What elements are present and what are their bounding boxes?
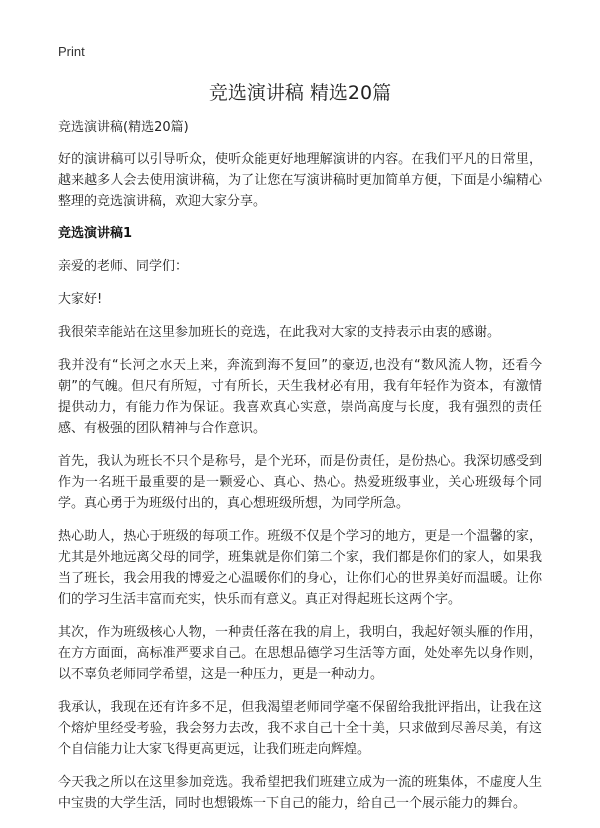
paragraph-goal: 今天我之所以在这里参加竞选。我希望把我们班建立成为一流的班集体，不虚度人生中宝贵的大学生活，同时也想锻炼一下自己的能力，给自己一个展示能力的舞台。	[58, 775, 542, 811]
paragraph-first-point: 首先，我认为班长不只个是称号，是个光环，而是份责任，是份热心。我深切感受到作为一名班干最重要的是一颗爱心、真心、热心。热爱班级事业，关心班级每个同学。真心勇于为班级付出的，真心想班级所想，为同学所急。	[58, 454, 542, 511]
paragraph-shortcomings: 我承认，我现在还有许多不足，但我渴望老师同学毫不保留给我批评指出，让我在这个熔炉里经受考验，我会努力去改，我不求自己十全十美，只求做到尽善尽美，有这个自信能力让大家飞得更高更远，让我们班走向辉煌。	[58, 700, 542, 757]
paragraph-helpfulness: 热心助人，热心于班级的每项工作。班级不仅是个学习的地方，更是一个温馨的家，尤其是外地远离父母的同学，班集就是你们第二个家，我们都是你们的家人，如果我当了班长，我会用我的博爱之心温暖你们的身心，让你们心的世界美好而温暖。让你们的学习生活丰富而充实，快乐而有意义。真正对得起班长这两个字。	[58, 529, 542, 607]
section-heading: 竞选演讲稿1	[58, 226, 133, 241]
paragraph-greeting: 亲爱的老师、同学们：	[58, 259, 189, 274]
print-link[interactable]: Print	[58, 44, 85, 59]
article-body	[58, 118, 542, 826]
paragraph-motivation: 我并没有“长河之水天上来，奔流到海不复回”的豪迈,也没有“数风流人物，还看今朝”的气魄。但尺有所短，寸有所长，天生我材必有用，我有年轻作为资本，有激情提供动力，有能力作为保证。我喜欢真心实意，崇尚高度与长度，我有强烈的责任感、有极强的团队精神与合作意识。	[58, 358, 542, 436]
page-title: 竞选演讲稿 精选20篇	[208, 82, 392, 104]
intro-paragraph: 好的演讲稿可以引导听众，使听众能更好地理解演讲的内容。在我们平凡的日常里，越来越多人会去使用演讲稿，为了让您在写演讲稿时更加简单方便，下面是小编精心整理的竞选演讲稿，欢迎大家分享。	[58, 152, 542, 209]
paragraph-second-point: 其次，作为班级核心人物，一种责任落在我的肩上，我明白，我起好领头雁的作用，在方方面面，高标准严要求自己。在思想品德学习生活等方面，处处率先以身作则，以不辜负老师同学希望，这是一种压力，更是一种动力。	[58, 625, 542, 682]
paragraph-hello: 大家好!	[58, 292, 103, 307]
paragraph-honor: 我很荣幸能站在这里参加班长的竞选，在此我对大家的支持表示由衷的感谢。	[58, 325, 501, 340]
article-subtitle: 竞选演讲稿(精选20篇)	[58, 120, 189, 135]
